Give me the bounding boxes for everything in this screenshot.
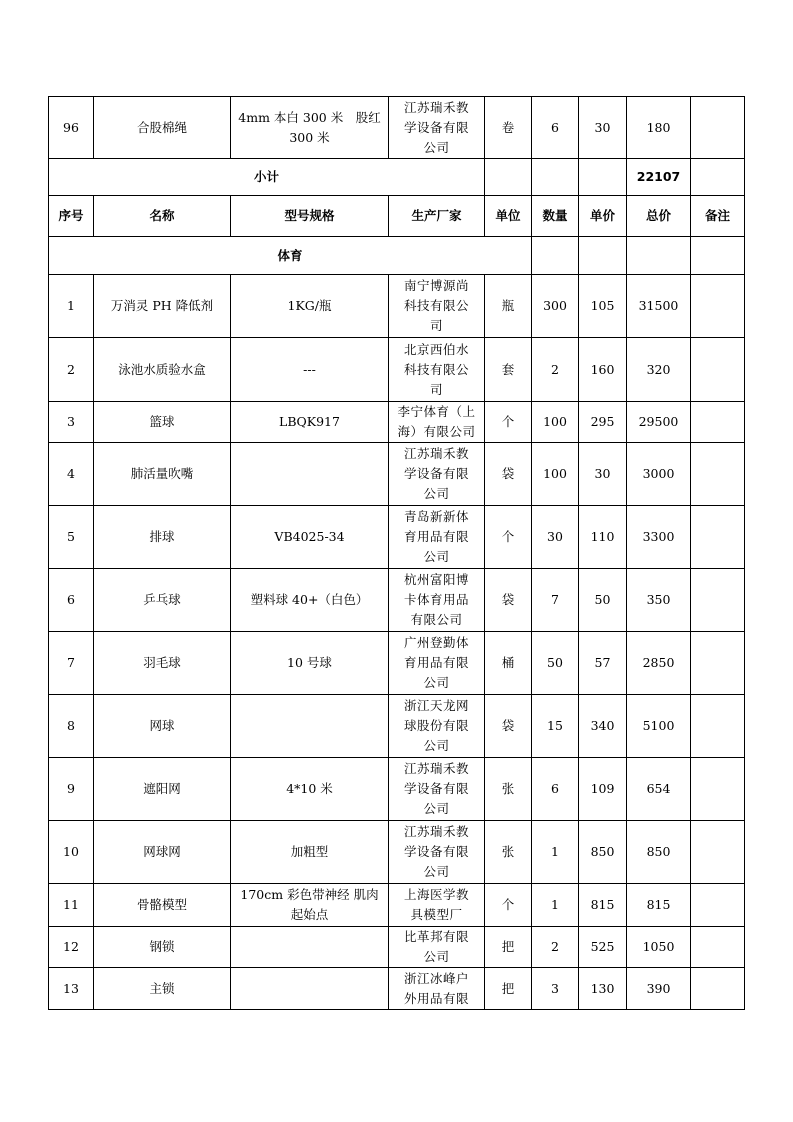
cell-price: 340 [579,695,627,758]
cell-price: 130 [579,968,627,1010]
cell-unit: 把 [485,968,532,1010]
subtotal-row [49,159,745,196]
cell-maker: 比革邦有限 公司 [389,927,485,968]
cell-total: 180 [627,97,691,159]
subtotal-value: 22107 [627,159,691,196]
table-row [49,443,745,506]
cell-price: 110 [579,506,627,569]
cell-maker: 广州登勤体 育用品有限 公司 [389,632,485,695]
cell-qty: 6 [532,758,579,821]
cell-model: VB4025-34 [231,506,389,569]
cell-empty [485,159,532,196]
cell-no: 11 [49,884,94,927]
cell-note [691,695,745,758]
cell-model: 塑料球 40+（白色） [231,569,389,632]
cell-name: 遮阳网 [94,758,231,821]
cell-model: 加粗型 [231,821,389,884]
cell-note [691,821,745,884]
header-row [49,196,745,237]
cell-unit: 桶 [485,632,532,695]
cell-unit: 袋 [485,443,532,506]
cell-empty [579,237,627,275]
cell-no: 3 [49,402,94,443]
table-row [49,569,745,632]
cell-maker: 北京西伯水 科技有限公 司 [389,338,485,402]
table-row [49,402,745,443]
table-row [49,884,745,927]
cell-price: 850 [579,821,627,884]
cell-price: 295 [579,402,627,443]
cell-note [691,97,745,159]
cell-no: 2 [49,338,94,402]
cell-unit: 袋 [485,695,532,758]
cell-model [231,695,389,758]
cell-qty: 2 [532,338,579,402]
cell-total: 390 [627,968,691,1010]
cell-unit: 个 [485,884,532,927]
cell-unit: 个 [485,402,532,443]
cell-total: 3300 [627,506,691,569]
cell-price: 30 [579,97,627,159]
header-price: 单价 [579,196,627,237]
cell-total: 31500 [627,275,691,338]
cell-no: 96 [49,97,94,159]
section-title: 体育 [49,237,532,275]
cell-no: 7 [49,632,94,695]
cell-note [691,632,745,695]
header-model: 型号规格 [231,196,389,237]
cell-total: 350 [627,569,691,632]
table-row [49,821,745,884]
subtotal-label: 小计 [49,159,485,196]
cell-note [691,569,745,632]
cell-note [691,402,745,443]
cell-empty [532,237,579,275]
cell-unit: 张 [485,758,532,821]
cell-qty: 50 [532,632,579,695]
cell-model: --- [231,338,389,402]
cell-model: 10 号球 [231,632,389,695]
cell-total: 29500 [627,402,691,443]
cell-total: 2850 [627,632,691,695]
cell-model [231,968,389,1010]
cell-maker: 江苏瑞禾教 学设备有限 公司 [389,821,485,884]
cell-total: 850 [627,821,691,884]
cell-qty: 1 [532,821,579,884]
price-list-table [48,96,745,1010]
cell-empty [627,237,691,275]
cell-price: 160 [579,338,627,402]
table-row [49,632,745,695]
cell-name: 篮球 [94,402,231,443]
cell-name: 钢锁 [94,927,231,968]
cell-no: 8 [49,695,94,758]
cell-note [691,927,745,968]
cell-name: 排球 [94,506,231,569]
cell-no: 10 [49,821,94,884]
cell-name: 万消灵 PH 降低剂 [94,275,231,338]
cell-note [691,443,745,506]
cell-no: 12 [49,927,94,968]
cell-maker: 李宁体育（上 海）有限公司 [389,402,485,443]
cell-empty [532,159,579,196]
cell-maker: 浙江天龙网 球股份有限 公司 [389,695,485,758]
cell-total: 815 [627,884,691,927]
cell-name: 泳池水质验水盒 [94,338,231,402]
cell-maker: 南宁博源尚 科技有限公 司 [389,275,485,338]
cell-price: 525 [579,927,627,968]
cell-no: 1 [49,275,94,338]
cell-name: 网球网 [94,821,231,884]
table-body [49,97,745,1010]
cell-name: 主锁 [94,968,231,1010]
cell-unit: 袋 [485,569,532,632]
cell-total: 320 [627,338,691,402]
cell-maker: 杭州富阳博 卡体育用品 有限公司 [389,569,485,632]
cell-qty: 100 [532,402,579,443]
cell-qty: 7 [532,569,579,632]
cell-name: 骨骼模型 [94,884,231,927]
cell-model [231,927,389,968]
cell-qty: 15 [532,695,579,758]
cell-price: 30 [579,443,627,506]
cell-name: 网球 [94,695,231,758]
header-total: 总价 [627,196,691,237]
header-note: 备注 [691,196,745,237]
header-no: 序号 [49,196,94,237]
cell-note [691,884,745,927]
cell-model: 4mm 本白 300 米 股红 300 米 [231,97,389,159]
cell-name: 肺活量吹嘴 [94,443,231,506]
cell-unit: 张 [485,821,532,884]
cell-qty: 3 [532,968,579,1010]
cell-price: 105 [579,275,627,338]
table-row [49,968,745,1010]
cell-empty [579,159,627,196]
cell-unit: 套 [485,338,532,402]
cell-price: 50 [579,569,627,632]
cell-qty: 6 [532,97,579,159]
cell-maker: 江苏瑞禾教 学设备有限 公司 [389,443,485,506]
cell-name: 合股棉绳 [94,97,231,159]
cell-maker: 江苏瑞禾教 学设备有限 公司 [389,758,485,821]
cell-model: 4*10 米 [231,758,389,821]
cell-note [691,275,745,338]
cell-empty [691,159,745,196]
table-row [49,97,745,159]
cell-no: 5 [49,506,94,569]
table-row [49,338,745,402]
cell-price: 109 [579,758,627,821]
cell-unit: 把 [485,927,532,968]
cell-total: 3000 [627,443,691,506]
cell-unit: 卷 [485,97,532,159]
cell-note [691,338,745,402]
table-row [49,927,745,968]
section-title-row [49,237,745,275]
cell-maker: 青岛新新体 育用品有限 公司 [389,506,485,569]
cell-qty: 1 [532,884,579,927]
cell-maker: 江苏瑞禾教 学设备有限 公司 [389,97,485,159]
cell-unit: 瓶 [485,275,532,338]
cell-note [691,758,745,821]
cell-model [231,443,389,506]
cell-price: 815 [579,884,627,927]
cell-price: 57 [579,632,627,695]
header-maker: 生产厂家 [389,196,485,237]
cell-qty: 30 [532,506,579,569]
cell-qty: 300 [532,275,579,338]
cell-total: 5100 [627,695,691,758]
cell-name: 乒乓球 [94,569,231,632]
header-qty: 数量 [532,196,579,237]
cell-name: 羽毛球 [94,632,231,695]
table-row [49,695,745,758]
cell-no: 9 [49,758,94,821]
cell-no: 6 [49,569,94,632]
cell-unit: 个 [485,506,532,569]
cell-total: 1050 [627,927,691,968]
table-row [49,506,745,569]
table-row [49,275,745,338]
cell-maker: 浙江冰峰户 外用品有限 [389,968,485,1010]
cell-no: 4 [49,443,94,506]
cell-total: 654 [627,758,691,821]
cell-model: 170cm 彩色带神经 肌肉 起始点 [231,884,389,927]
cell-maker: 上海医学教 具模型厂 [389,884,485,927]
cell-empty [691,237,745,275]
cell-model: 1KG/瓶 [231,275,389,338]
cell-note [691,968,745,1010]
header-name: 名称 [94,196,231,237]
cell-no: 13 [49,968,94,1010]
table-row [49,758,745,821]
cell-qty: 100 [532,443,579,506]
cell-model: LBQK917 [231,402,389,443]
cell-note [691,506,745,569]
cell-qty: 2 [532,927,579,968]
header-unit: 单位 [485,196,532,237]
